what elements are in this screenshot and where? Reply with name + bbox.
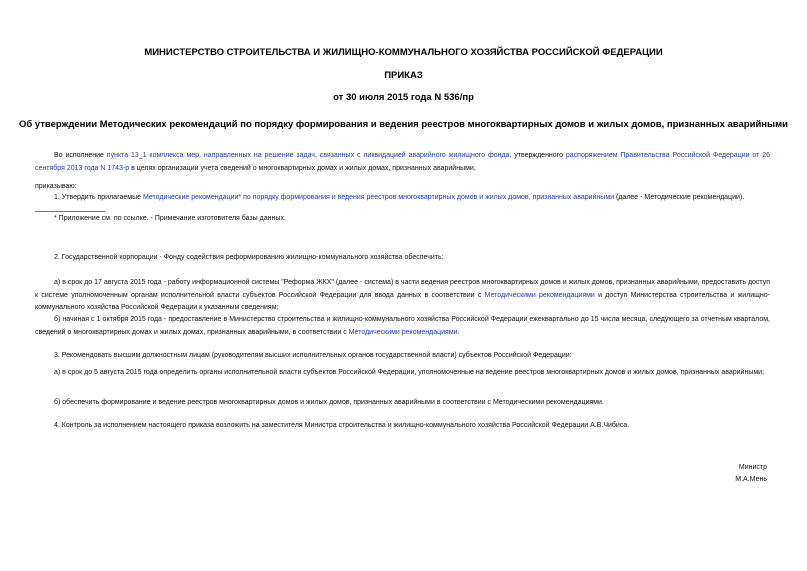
document-type: ПРИКАЗ	[384, 70, 423, 81]
item-4: 4. Контроль за исполнением настоящего приказа возложить на заместителя Министра строительства и жилищно-коммунального хозяйства Российской Федерации А.В.Чибиса.	[54, 422, 630, 429]
link-complex-of-measures[interactable]: пункта 13_1 комплекса мер, направленных на решение задач, связанных с ликвидацией аварийного жилищного фонда	[106, 152, 510, 159]
intro-text-2: , утвержденного	[509, 152, 566, 159]
item-2a-text-2: и доступ Министерства строительства и жилищно-коммунального хозяйства Российской Федерации к указанным сведениям;	[35, 291, 771, 311]
item-1-text-1: 1. Утвердить прилагаемые	[54, 194, 143, 201]
item-2a-text-1: а) в срок до 17 августа 2015 года - работу информационной системы "Реформа ЖКХ" (далее - система) в части ведения реестров многоквартирных домов и жилых домов, признанных аварийными, предоставить доступ к системе уполномоченным органам исполнительной власти субъектов Российской Федерации для ввода данных в соответствии с	[35, 279, 770, 299]
item-3b: б) обеспечить формирование и ведение реестров многоквартирных домов и жилых домов, признанных аварийными в соответствии с Методическими рекомендациями.	[54, 399, 604, 406]
item-2: 2. Государственной корпорации - Фонду содействия реформированию жилищно-коммунального хозяйства обеспечить:	[54, 254, 444, 261]
signer-name: М.А.Мень	[735, 476, 767, 483]
item-1-text-2: (далее - Методические рекомендации).	[614, 194, 745, 201]
item-1	[35, 192, 770, 205]
footnote-divider	[35, 211, 105, 212]
intro-paragraph	[35, 150, 770, 175]
link-methodical-recommendations[interactable]: Методические рекомендации* по порядку формирования и ведения реестров многоквартирных домов и жилых домов, признанных аварийными	[142, 194, 615, 201]
document-date: от 30 июля 2015 года N 536/пр	[333, 92, 474, 103]
item-2b	[35, 314, 770, 339]
item-2a	[35, 277, 770, 315]
link-recommendations-2a[interactable]: Методическими рекомендациями	[484, 291, 595, 299]
footnote: * Приложение см. по ссылке. - Примечание изготовителя базы данных.	[54, 215, 286, 222]
link-recommendations-2b[interactable]: Методическими рекомендациями	[348, 328, 458, 336]
order-word: приказываю:	[35, 183, 77, 190]
signer-title: Министр	[738, 464, 767, 471]
document-title: Об утверждении Методических рекомендаций по порядку формирования и ведения реестров многоквартирных домов и жилых домов, признанных аварийными	[18, 119, 788, 130]
item-3: 3. Рекомендовать высшим должностным лицам (руководителям высших исполнительных органов государственной власти) субъектов Российской Федерации:	[54, 352, 572, 359]
item-2b-text-2: .	[457, 328, 460, 336]
intro-text-1: Во исполнение	[54, 152, 107, 159]
intro-text-3: в целях организации учета сведений о многоквартирных домах и жилых домах, признанных аварийными,	[129, 164, 476, 172]
link-government-order[interactable]: распоряжением Правительства Российской Федерации от 26 сентября 2013 года N 1743-р	[35, 152, 771, 172]
item-3a: а) в срок до 5 августа 2015 года определить органы исполнительной власти субъектов Российской Федерации, уполномоченные на ведение реестров многоквартирных домов и жилых домов, признанных аварийными;	[54, 369, 765, 376]
item-2b-text-1: б) начиная с 1 октября 2015 года - предоставление в Министерство строительства и жилищно-коммунального хозяйства Российской Федерации ежеквартально до 15 числа месяца, следующего за отчетным кварталом, сведений о многоквартирных домах и жилых домах, признанных аварийными, в соответствии с	[35, 316, 770, 336]
ministry-header: МИНИСТЕРСТВО СТРОИТЕЛЬСТВА И ЖИЛИЩНО-КОММУНАЛЬНОГО ХОЗЯЙСТВА РОССИЙСКОЙ ФЕДЕРАЦИИ	[144, 47, 663, 58]
